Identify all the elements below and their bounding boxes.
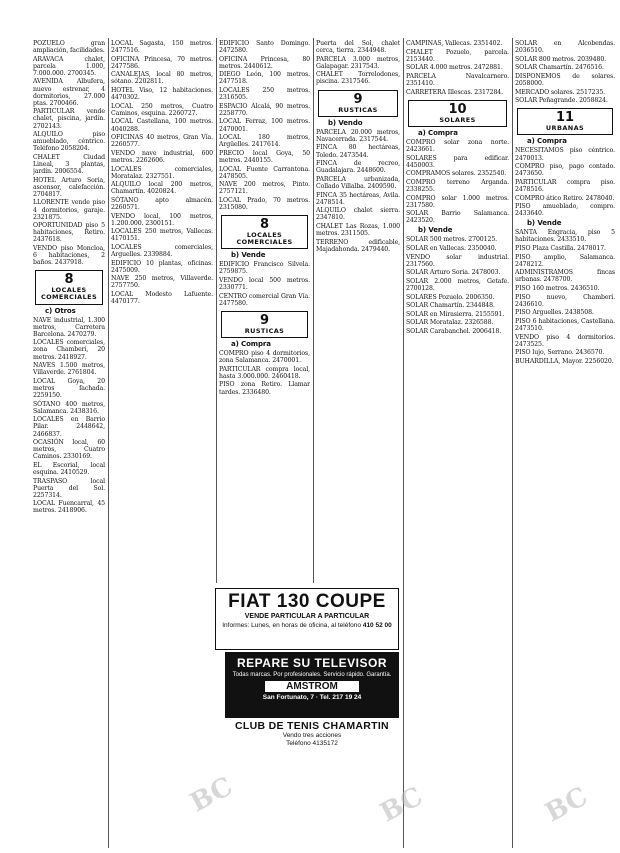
section-title: RUSTICAS <box>338 105 378 114</box>
classified-ad: LOCAL Fuente Carrantona. 2478505. <box>219 165 310 180</box>
ad-phone: 410 52 00 <box>362 622 392 629</box>
classified-ad: COMPRO ático Retiro. 2478040. <box>515 194 615 202</box>
ad-line: VENDE PARTICULAR A PARTICULAR <box>244 613 370 620</box>
classified-ad: VENDO nave industrial, 600 metros. 2262606. <box>111 149 213 164</box>
watermark: BC <box>375 781 428 829</box>
classified-ad: OFICINA Princesa, 80 metros. 2440612. <box>219 55 310 70</box>
ads-list <box>515 40 615 104</box>
section-number: 9 <box>260 312 269 328</box>
classified-ad: PARTICULAR vende chalet, piscina, jardín. 2702143. <box>33 108 105 130</box>
classified-ad: CHALET Las Rozas, 1.000 metros. 2311505. <box>316 222 400 237</box>
ad-headline: FIAT 130 COUPE <box>228 591 386 612</box>
classified-ad: AVENIDA Albufera, nuevo estrenar, 4 dormitorios, 27.000 ptas. 2700466. <box>33 78 105 107</box>
classified-ad: LOCALES comerciales, zona Chamberí, 20 metros. 2418927. <box>33 339 105 361</box>
classified-ad: CHALET Ciudad Lineal, 3 plantas, jardín. 2006554. <box>33 153 105 176</box>
classified-ad: CHALET Torrelodones, piscina. 2317546. <box>316 71 400 86</box>
classified-ad: PARCELA urbanizada, Collado Villalba. 2409590. <box>316 175 400 190</box>
classified-ad: CHALET Pozuelo, parcela. 2153440. <box>406 48 509 63</box>
classified-ad: CANALEJAS, local 80 metros, sótano. 2202811. <box>111 71 213 86</box>
ads-list <box>33 40 105 266</box>
classified-ad: FINCA 35 hectáreas, Avila. 2478514. <box>316 191 400 206</box>
classified-ad: EDIFICIO Francisco Silvela. 2759875. <box>219 261 310 276</box>
classified-ad: ESPACIO Alcalá, 90 metros. 2258770. <box>219 102 310 117</box>
section-number: 10 <box>448 101 467 117</box>
classified-ad: LOCAL Prado, 70 metros. 2315080. <box>219 196 310 211</box>
classified-ad: PARTICULAR compra local, hasta 3.000.000. 2460418. <box>219 365 310 380</box>
section-title: LOCALES COMERCIALES <box>236 231 293 247</box>
classified-ad: SOLAR Peñagrande. 2058824. <box>515 97 608 105</box>
classified-ad: SOLAR Chamartín. 2476516. <box>515 64 604 72</box>
classified-ad: VENDO piso 4 dormitorios. 2473525. <box>515 333 615 348</box>
classified-ad: POZUELO gran ampliación, facilidades. <box>33 40 105 55</box>
tennis-club-ad <box>222 720 402 756</box>
classified-ad: ALQUILO piso amueblado, céntrico. Teléfono 2058204. <box>33 131 105 153</box>
classified-ad: SOLAR Carabanchel. 2006418. <box>406 328 502 335</box>
classified-ad: BUHARDILLA, Mayor. 2256020. <box>515 357 614 365</box>
classified-ad: SOLAR Arturo Soria. 2478003. <box>406 269 501 277</box>
classified-ad: LOCAL Sagasta, 150 metros. 2477516. <box>111 40 213 55</box>
section-header-urbanas <box>517 108 613 135</box>
ad-line <box>216 621 398 630</box>
watermark: BC <box>185 771 238 819</box>
ad-brand: AMSTROM <box>265 681 359 692</box>
classified-ad: EL Escorial, local esquina. 2410529. <box>33 461 105 476</box>
classified-ad: CENTRO comercial Gran Vía. 2477580. <box>219 292 310 307</box>
section-header-rusticas <box>221 311 308 338</box>
subsection-label: a) Compra <box>231 340 271 348</box>
classified-ad: LOCALES en Barrio Pilar. 2448642, 2466837. <box>33 416 105 438</box>
ad-address: San Fortunato, 7 · Tel. 217 19 24 <box>262 694 362 701</box>
classified-ad: COMPRO solar zona norte. 2423661. <box>406 138 509 153</box>
subsection-label: b) Vende <box>231 251 266 260</box>
classified-ad: SOLAR Moratalaz. 2326588. <box>406 319 494 327</box>
subsection-label: b) Vende <box>418 226 453 235</box>
classified-ad: OPORTUNIDAD piso 5 habitaciones, Retiro. 2437618. <box>33 222 105 244</box>
classified-ad: SOLAR Chamartín. 2344848. <box>406 302 495 310</box>
classified-ad: PARTICULAR compra piso. 2478516. <box>515 178 615 193</box>
column-divider <box>403 38 404 848</box>
section-title: RUSTICAS <box>244 326 285 335</box>
classified-ad: COMPRO piso 4 dormitorios, zona Salamanca. 2470001. <box>219 350 310 365</box>
classified-ad: PISO amplio, Salamanca. 2478212. <box>515 253 615 268</box>
section-title: URBANAS <box>545 124 585 133</box>
classified-ad: VENDO solar industrial. 2317560. <box>406 253 509 268</box>
classified-ad: NAVE industrial, 1.300 metros, Carretera Barcelona. 2470279. <box>33 316 105 338</box>
ad-line: Teléfono 4135172 <box>286 740 338 747</box>
ads-list <box>33 317 105 515</box>
ads-list <box>219 261 310 307</box>
column-divider <box>313 38 314 583</box>
column-divider <box>216 38 217 583</box>
watermark: BC <box>540 781 593 829</box>
classified-ad: LOCALES comerciales, Moratalaz. 2327551. <box>111 165 213 180</box>
section-header-rusticas-2 <box>318 90 398 117</box>
classified-ad: OFICINA Princesa, 70 metros. 2477586. <box>111 55 213 70</box>
ads-list <box>219 350 310 396</box>
classified-ad: LOCAL 180 metros, Argüelles. 2417614. <box>219 134 310 149</box>
classified-ad: PARCELA 3.000 metros, Galapagar. 2317543. <box>316 55 400 70</box>
section-header-solares <box>408 100 507 127</box>
classified-ad: OCASIÓN local, 60 metros, Cuatro Caminos. 2330169. <box>33 439 105 461</box>
classified-ad: PISO Arguelles. 2438508. <box>515 309 594 317</box>
classified-ad: SANTA Engracia, piso 5 habitaciones. 2433510. <box>515 229 615 244</box>
ad-text: Informes: Lunes, en horas de oficina, al teléfono <box>222 622 362 629</box>
classified-ad: TRASPASO local Puerta del Sol. 2257314. <box>33 477 105 499</box>
column-3 <box>219 40 310 585</box>
classified-ad: VENDO local, 100 metros, 1.200.000. 2300151. <box>111 212 213 227</box>
classified-ad: LOCAL Ferraz, 100 metros. 2470001. <box>219 118 310 133</box>
section-number: 8 <box>260 217 269 233</box>
classified-ad: EDIFICIO Santo Domingo. 2472580. <box>219 40 310 55</box>
classified-ad: SOLARES Pozuelo. 2006350. <box>406 293 495 301</box>
section-number: 9 <box>353 91 363 107</box>
classified-ad: ADMINISTRAMOS fincas urbanas. 2478700. <box>515 269 615 284</box>
classified-ad: ALQUILO chalet sierra. 2347810. <box>316 207 400 222</box>
subsection-label: b) Vende <box>527 219 562 228</box>
classified-ad: PISO lujo, Serrano. 2436570. <box>515 349 605 357</box>
column-divider <box>512 38 513 848</box>
subsection-label: a) Compra <box>418 128 458 137</box>
classified-ad: LLORENTE vende piso 4 dormitorios, garaje. 2321875. <box>33 199 105 221</box>
section-header-locales <box>35 270 103 304</box>
classified-ad: MERCADO solares. 2517235. <box>515 88 606 96</box>
classified-ad: FINCA de recreo, Guadalajara. 2448600. <box>316 160 400 175</box>
ads-list <box>406 40 509 96</box>
classified-ad: PARCELA Navalcarnero. 2351410. <box>406 72 509 87</box>
classified-ad: SOLAR 800 metros. 2039480. <box>515 55 607 63</box>
classified-ad: PARCELA 20.000 metros, Navacerrada. 2317544. <box>316 128 400 143</box>
classified-ad: ARAVACA chalet, parcela 1.000, 7.000.000. 2700345. <box>33 55 105 77</box>
classified-ad: FINCA 80 hectáreas, Toledo. 2473544. <box>316 144 400 159</box>
classified-ad: SOLAR en Vallecas. 2350040. <box>406 245 497 253</box>
column-6 <box>515 40 615 850</box>
subsection-label: c) Otros <box>45 306 76 315</box>
classified-ad: LOCAL Castellana, 100 metros. 4040288. <box>111 118 213 133</box>
ads-list <box>406 236 509 335</box>
classified-ad: CARRETERA Illescas. 2317284. <box>406 88 504 96</box>
ads-list <box>406 139 509 225</box>
classified-ad: PISO amueblado, compro. 2433640. <box>515 203 615 218</box>
column-1 <box>33 40 105 850</box>
ads-list <box>316 40 400 86</box>
classified-ad: NECESITAMOS piso céntrico. 2470013. <box>515 147 615 162</box>
classified-ad: VENDO piso Moncloa, 6 habitaciones, 2 baños. 2437918. <box>33 245 105 267</box>
ad-headline: CLUB DE TENIS CHAMARTIN <box>235 720 389 732</box>
classified-ad: COMPRO piso, pago contado. 2473650. <box>515 163 615 178</box>
classified-ad: ALQUILO local 200 metros, Chamartín. 4020824. <box>111 181 213 196</box>
ad-line: Todas marcas. Por profesionales. Servicio rápido. Garantía. <box>232 672 392 678</box>
classified-ad: Puerta del Sol, chalet cerca, tierra. 2344948. <box>316 40 400 55</box>
classified-ad: VENDO local 500 metros. 2330771. <box>219 277 310 292</box>
section-title: LOCALES COMERCIALES <box>40 286 98 302</box>
classified-ad: SÓTANO apto almacén. 2260571. <box>111 196 213 211</box>
classified-ad: SOLAR en Alcobendas. 2036510. <box>515 40 615 55</box>
classified-ad: PRECIO local Goya, 50 metros. 2440155. <box>219 149 310 164</box>
classified-ad: LOCAL 250 metros, Cuatro Caminos, esquina. 2260727. <box>111 102 213 117</box>
classified-ad: EDIFICIO 10 plantas, oficinas. 2475009. <box>111 259 213 274</box>
classified-ad: PISO 6 habitaciones, Castellana. 2473510. <box>515 317 615 332</box>
column-5 <box>406 40 509 850</box>
classified-ad: NAVES 1.500 metros, Villaverde. 2761804. <box>33 362 105 377</box>
classified-ad: NAVE 250 metros, Villaverde. 2757750. <box>111 275 213 290</box>
fiat-ad <box>215 588 399 650</box>
section-number: 8 <box>64 272 74 288</box>
classified-ad: HOTEL Viso, 12 habitaciones. 4470302. <box>111 87 213 102</box>
classified-ad: LOCALES 250 metros. 2316505. <box>219 87 310 102</box>
classified-ad: PISO nuevo, Chamberí. 2436610. <box>515 293 615 308</box>
subsection-label: a) Compra <box>527 137 567 146</box>
subsection-label: b) Vendo <box>328 118 363 127</box>
classified-ad: CAMPINAS, Vallecas. 2351402. <box>406 40 503 47</box>
ads-list <box>316 129 400 253</box>
ad-headline: REPARE SU TELEVISOR <box>237 656 387 670</box>
classified-ad: TERRENO edificable, Majadahonda. 2479440. <box>316 238 400 253</box>
column-divider <box>108 38 109 848</box>
classified-ad: COMPRO solar 1.000 metros. 2317580. <box>406 194 509 209</box>
classified-ad: SOLAR 4.000 metros. 2472881. <box>406 64 503 72</box>
classified-ad: SOLAR 500 metros. 2700125. <box>406 236 498 244</box>
classified-ad: SÓTANO 400 metros, Salamanca. 2438316. <box>33 400 105 415</box>
classified-ad: HOTEL Arturo Soria, ascensor, calefacción. 2704817. <box>33 176 105 198</box>
classified-ad: SOLARES para edificar. 4450003. <box>406 154 509 169</box>
column-4 <box>316 40 400 585</box>
ads-list <box>515 229 615 365</box>
classified-ad: COMPRAMOS solares. 2352540. <box>406 170 507 178</box>
section-title: SOLARES <box>439 115 476 124</box>
ad-line: Vendo tres acciones <box>282 732 342 739</box>
section-number: 11 <box>556 110 574 126</box>
classified-ad: LOCAL Modesto Lafuente. 4470177. <box>111 291 213 306</box>
ads-list <box>111 40 213 305</box>
classified-ad: SOLAR en Mirasierra. 2155591. <box>406 310 505 318</box>
ads-list <box>515 147 615 217</box>
section-header-locales-2 <box>221 215 308 249</box>
classified-ad: NAVE 200 metros, Pinto. 2757121. <box>219 181 310 196</box>
classified-ad: LOCAL Fuencarral, 45 metros. 2418906. <box>33 500 105 515</box>
classified-ad: COMPRO terreno Arganda. 2338255. <box>406 178 509 193</box>
classified-ad: PISO 160 metros. 2436510. <box>515 285 600 293</box>
ads-list <box>219 40 310 211</box>
classified-ad: LOCAL Goya, 20 metros fachada. 2259150. <box>33 377 105 400</box>
classified-ad: DIEGO León, 100 metros. 2477518. <box>219 71 310 86</box>
classified-ad: OFICINAS 40 metros, Gran Vía. 2260577. <box>111 134 213 149</box>
classified-ad: LOCALES 250 metros, Vallecas. 4170151. <box>111 228 213 243</box>
classified-ad: PISO zona Retiro. Llamar tardes. 2336480. <box>219 381 310 396</box>
column-2 <box>111 40 213 850</box>
classified-ad: SOLAR Barrio Salamanca. 2423520. <box>406 210 509 225</box>
tv-repair-ad <box>225 652 399 718</box>
classified-ad: LOCALES comerciales, Arguelles. 2339884. <box>111 243 213 259</box>
classified-ad: DISPONEMOS de solares. 2058000. <box>515 72 615 87</box>
classified-ad: SOLAR 2.000 metros, Getafe. 2700128. <box>406 277 509 293</box>
classified-ad: PISO Plaza Castilla. 2478017. <box>515 245 606 253</box>
